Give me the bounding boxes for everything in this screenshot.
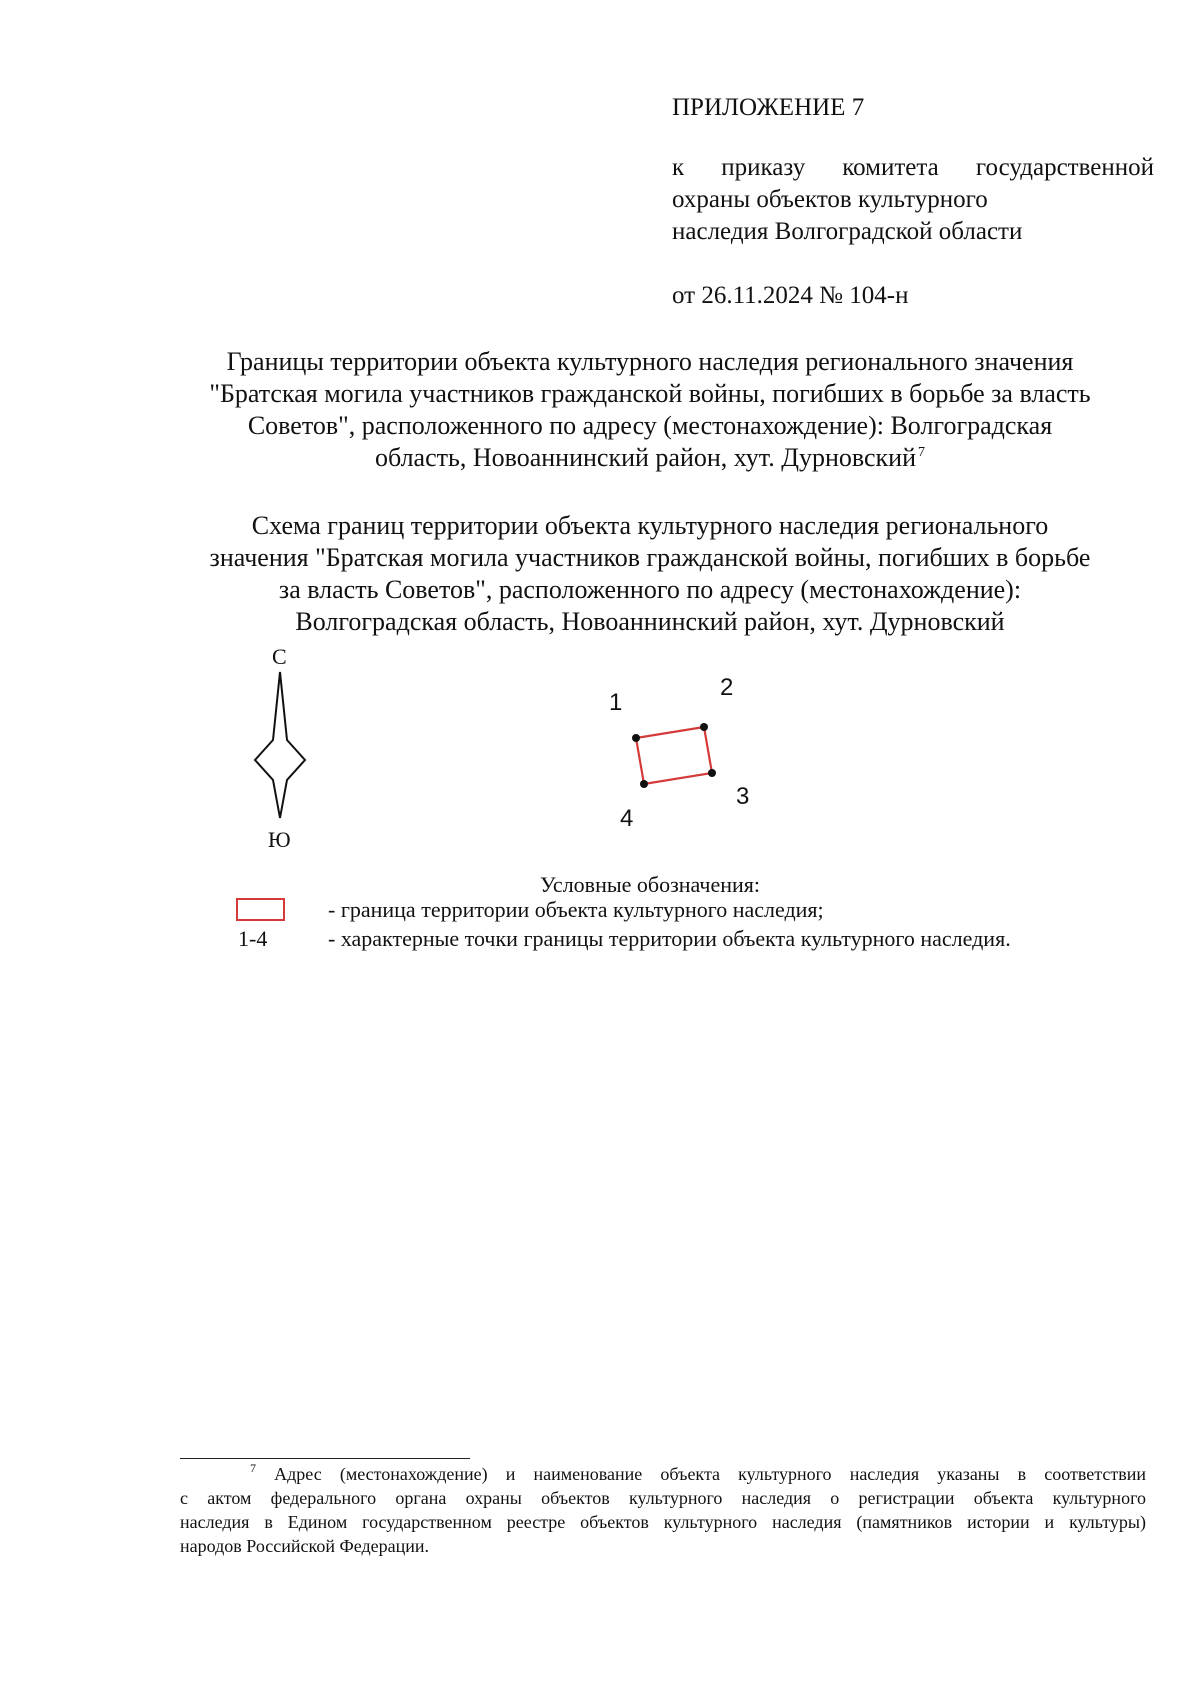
order-date: от 26.11.2024 № 104-н [672,282,909,309]
footnote-divider [180,1458,470,1459]
boundary-point-2 [700,723,708,731]
heading-line: за власть Советов", расположенного по адресу (местонахождение): [278,575,1022,604]
scheme-heading [150,510,1150,638]
point-label-3: 3 [736,783,750,810]
heading-line: Границы территории объекта культурного наследия регионального значения [226,347,1074,376]
footnote-line [180,1462,1146,1486]
heading-line-with-footnote [150,442,1150,474]
heading-line: значения "Братская могила участников гражданской войны, погибших в борьбе [209,543,1091,572]
order-reference-line: к приказу комитета государственной [672,154,1154,181]
point-label-4: 4 [620,805,634,832]
footnote-line: с актом федерального органа охраны объектов культурного наследия о регистрации объекта культурного [180,1488,1146,1508]
legend-boundary-swatch [236,898,285,921]
boundary-point-4 [640,780,648,788]
footnote-text: Адрес (местонахождение) и наименование объекта культурного наследия указаны в соответствии [274,1464,1147,1484]
point-label-2: 2 [720,674,734,701]
footnote-line: наследия в Едином государственном реестре объектов культурного наследия (памятников истории и культуры) [180,1512,1146,1532]
order-reference-line: охраны объектов культурного [672,186,988,213]
compass-north-label: С [272,644,287,669]
legend-points-label: 1-4 [238,926,268,951]
heading-line: область, Новоаннинский район, хут. Дурновский [375,443,916,472]
legend-boundary-text: - граница территории объекта культурного наследия; [328,897,824,922]
heading-line: Советов", расположенного по адресу (местонахождение): Волгоградская [247,411,1053,440]
heading-line: "Братская могила участников гражданской войны, погибших в борьбе за власть [209,379,1091,408]
boundary-point-1 [632,734,640,742]
north-arrow-icon [250,670,310,820]
footnote-mark: 7 [250,1461,256,1475]
heading-line: Схема границ территории объекта культурного наследия регионального [251,511,1049,540]
borders-heading [150,346,1150,474]
boundary-point-3 [708,769,716,777]
order-reference-line: наследия Волгоградской области [672,218,1023,245]
heading-line: Волгоградская область, Новоаннинский район, хут. Дурновский [295,607,1005,636]
compass-south-label: Ю [268,827,291,852]
boundary-polygon [636,727,712,784]
legend-points-text: - характерные точки границы территории объекта культурного наследия. [328,926,1011,951]
point-label-1: 1 [609,689,623,716]
appendix-title: ПРИЛОЖЕНИЕ 7 [672,94,865,121]
footnote-reference: 7 [918,445,925,460]
footnote-line: народов Российской Федерации. [180,1536,429,1556]
legend-title: Условные обозначения: [540,872,761,897]
order-reference [672,152,1154,248]
footnote [180,1462,1146,1558]
